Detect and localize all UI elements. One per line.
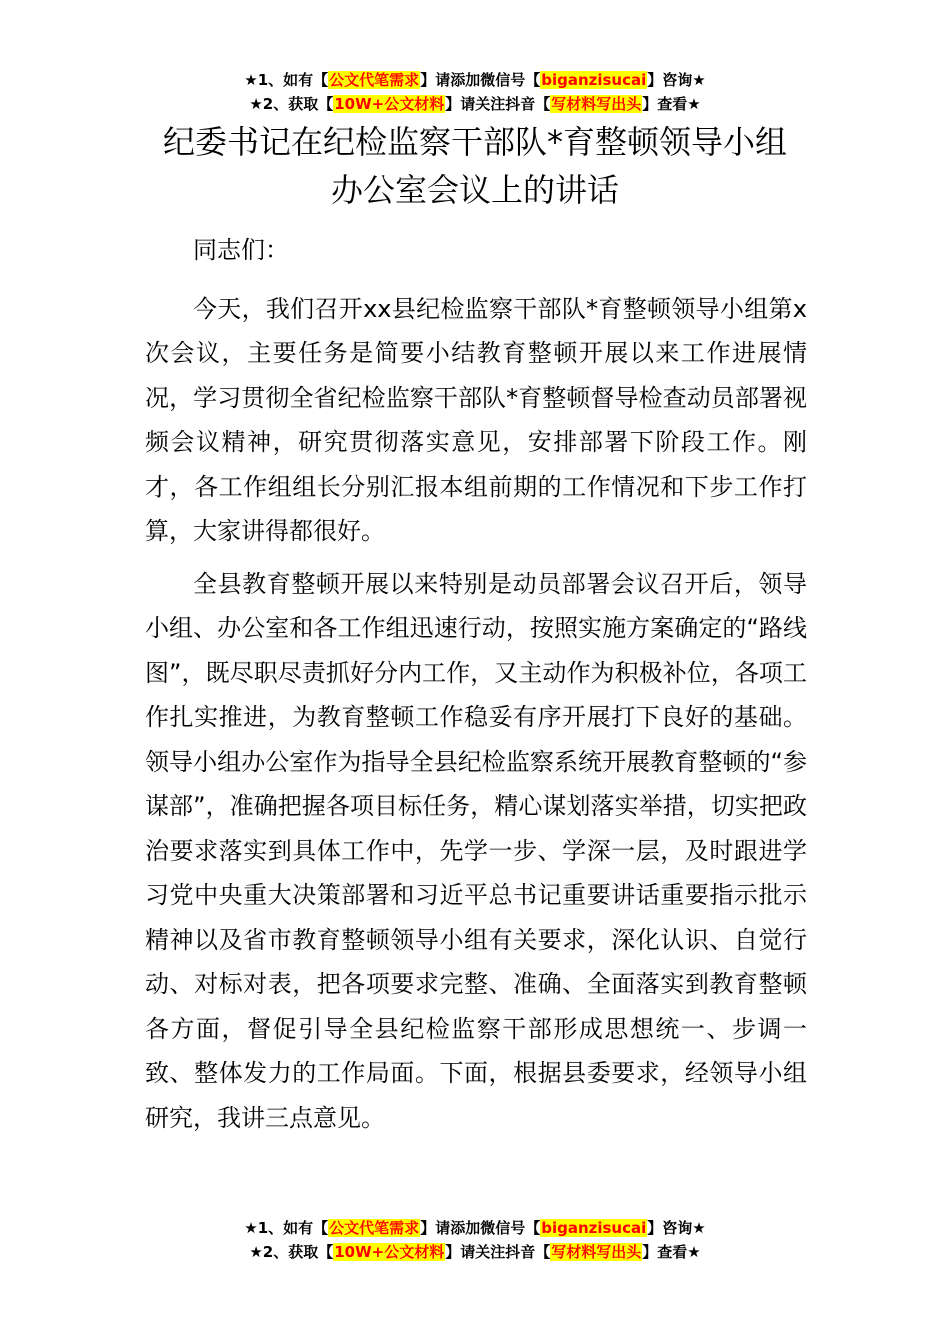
top-banner [0,68,950,116]
paragraph-2: 全县教育整顿开展以来特别是动员部署会议召开后，领导小组、办公室和各工作组迅速行动，按照实施方案确定的“路线图”，既尽职尽责抓好分内工作，又主动作为积极补位，各项工作扎实推进，为教育整顿工作稳妥有序开展打下良好的基础。领导小组办公室作为指导全县纪检监察系统开展教育整顿的“参谋部”，准确把握各项目标任务，精心谋划落实举措，切实把政治要求落实到具体工作中，先学一步、学深一层，及时跟进学习党中央重大决策部署和习近平总书记重要讲话重要指示批示精神以及省市教育整顿领导小组有关要求，深化认识、自觉行动、对标对表，把各项要求完整、准确、全面落实到教育整顿各方面，督促引导全县纪检监察干部形成思想统一、步调一致、整体发力的工作局面。下面，根据县委要求，经领导小组研究，我讲三点意见。 [145,569,807,1132]
banner-text: 】咨询★ [647,1219,706,1237]
banner-highlight: 公文代笔需求 [329,71,420,89]
banner-line-1 [0,68,950,92]
banner-line-2 [0,1240,950,1264]
banner-text: 】请关注抖音【 [445,1243,551,1261]
banner-line-2 [0,92,950,116]
paragraph-1: 今天，我们召开xx县纪检监察干部队*育整顿领导小组第x次会议，主要任务是简要小结教育整顿开展以来工作进展情况，学习贯彻全省纪检监察干部队*育整顿督导检查动员部署视频会议精神，研究贯彻落实意见，安排部署下阶段工作。刚才，各工作组组长分别汇报本组前期的工作情况和下步工作打算，大家讲得都很好。 [145,294,807,545]
banner-text: 】请添加微信号【 [420,1219,541,1237]
banner-highlight-douyin: 写材料写出头 [551,1243,642,1261]
greeting: 同志们： [193,236,289,264]
banner-text: ★1、如有【 [244,1219,329,1237]
banner-text: 】请添加微信号【 [420,71,541,89]
banner-line-1 [0,1216,950,1240]
banner-highlight: 10W+公文材料 [334,1243,445,1261]
bottom-banner [0,1216,950,1264]
banner-highlight: 公文代笔需求 [329,1219,420,1237]
banner-text: ★1、如有【 [244,71,329,89]
banner-highlight-douyin: 写材料写出头 [551,95,642,113]
banner-highlight-wechat-id: biganzisucai [541,1219,647,1237]
banner-text: 】查看★ [642,95,701,113]
banner-text: ★2、获取【 [249,1243,334,1261]
banner-text: 】请关注抖音【 [445,95,551,113]
banner-text: 】查看★ [642,1243,701,1261]
document-title [100,118,850,214]
title-line-2: 办公室会议上的讲话 [330,171,619,209]
document-body [145,228,807,1148]
banner-text: ★2、获取【 [249,95,334,113]
banner-text: 】咨询★ [647,71,706,89]
title-line-1: 纪委书记在纪检监察干部队*育整顿领导小组 [162,123,787,161]
banner-highlight: 10W+公文材料 [334,95,445,113]
banner-highlight-wechat-id: biganzisucai [541,71,647,89]
